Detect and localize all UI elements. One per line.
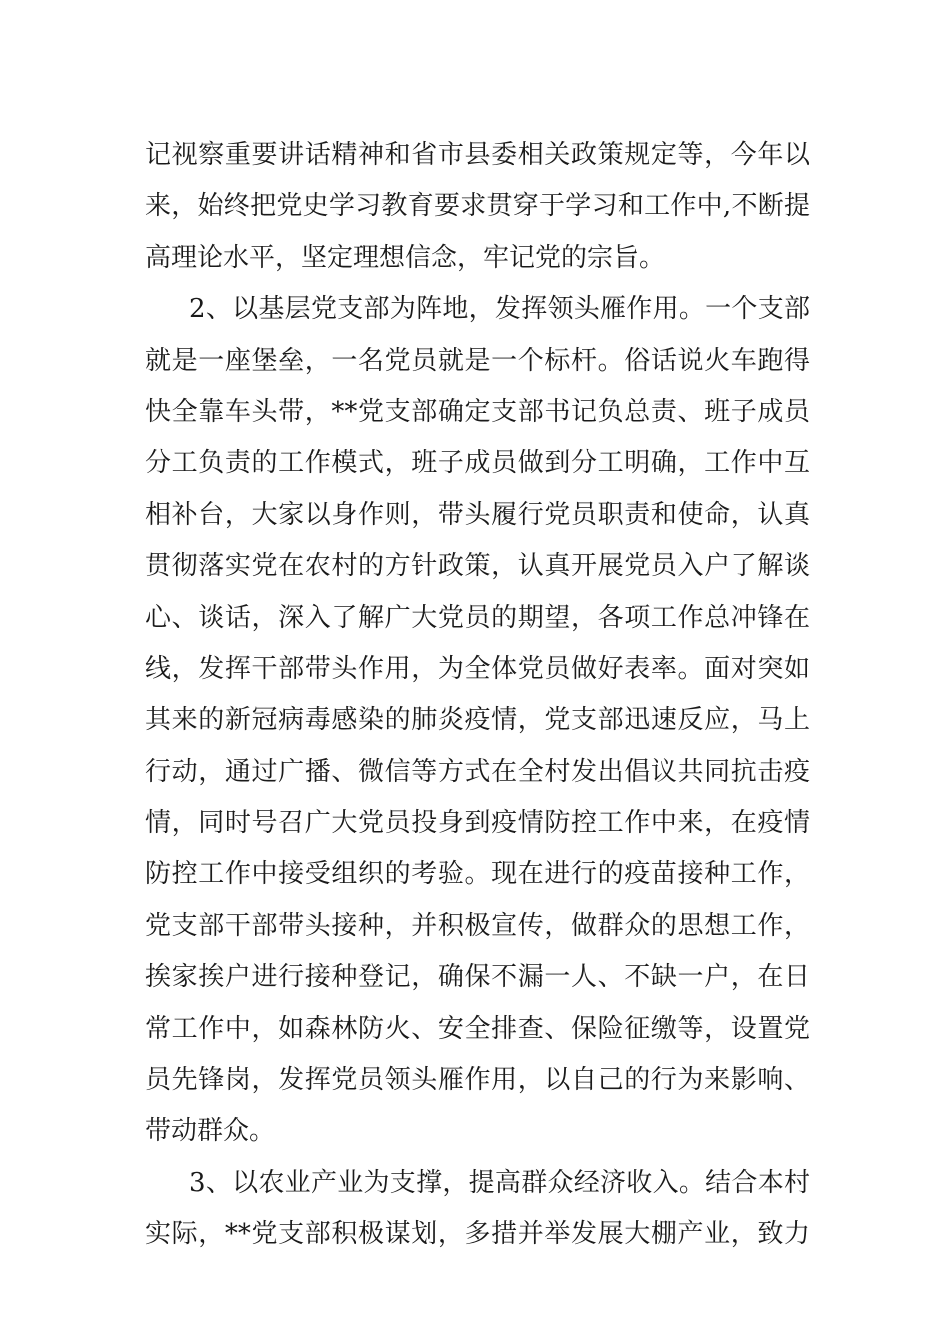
text-line: 记视察重要讲话精神和省市县委相关政策规定等，今年以	[145, 140, 810, 170]
text-line: 相补台，大家以身作则，带头履行党员职责和使命，认真	[145, 499, 810, 530]
text-line: 党支部干部带头接种，并积极宣传，做群众的思想工作，	[145, 910, 810, 941]
text-line: 实际，**党支部积极谋划，多措并举发展大棚产业，致力	[145, 1219, 810, 1250]
text-line: 常工作中，如森林防火、安全排查、保险征缴等，设置党	[145, 1013, 810, 1044]
text-line: 员先锋岗，发挥党员领头雁作用，以自己的行为来影响、	[145, 1065, 810, 1096]
text-line: 来，始终把党史学习教育要求贯穿于学习和工作中,不断提	[145, 191, 810, 222]
text-line: 线，发挥干部带头作用，为全体党员做好表率。面对突如	[145, 653, 810, 684]
text-line: 行动，通过广播、微信等方式在全村发出倡议共同抗击疫	[145, 756, 810, 787]
text-line: 其来的新冠病毒感染的肺炎疫情，党支部迅速反应，马上	[145, 705, 810, 736]
text-line: 防控工作中接受组织的考验。现在进行的疫苗接种工作，	[145, 859, 810, 890]
text-line: 高理论水平，坚定理想信念，牢记党的宗旨。	[145, 242, 666, 273]
text-line: 分工负责的工作模式，班子成员做到分工明确，工作中互	[145, 448, 810, 479]
text-line: 心、谈话，深入了解广大党员的期望，各项工作总冲锋在	[145, 602, 810, 633]
text-line: 挨家挨户进行接种登记，确保不漏一人、不缺一户，在日	[145, 962, 810, 993]
text-line: 贯彻落实党在农村的方针政策，认真开展党员入户了解谈	[145, 551, 810, 582]
paragraph-2-first-line: 2、以基层党支部为阵地，发挥领头雁作用。一个支部	[189, 294, 810, 325]
text-line: 快全靠车头带，**党支部确定支部书记负总责、班子成员	[145, 396, 810, 427]
text-line: 带动群众。	[145, 1116, 276, 1147]
body-text	[145, 130, 810, 1261]
paragraph-3-first-line: 3、以农业产业为支撑，提高群众经济收入。结合本村	[189, 1167, 810, 1198]
text-line: 就是一座堡垒，一名党员就是一个标杆。俗话说火车跑得	[145, 345, 810, 376]
text-line: 情，同时号召广大党员投身到疫情防控工作中来，在疫情	[145, 808, 810, 839]
